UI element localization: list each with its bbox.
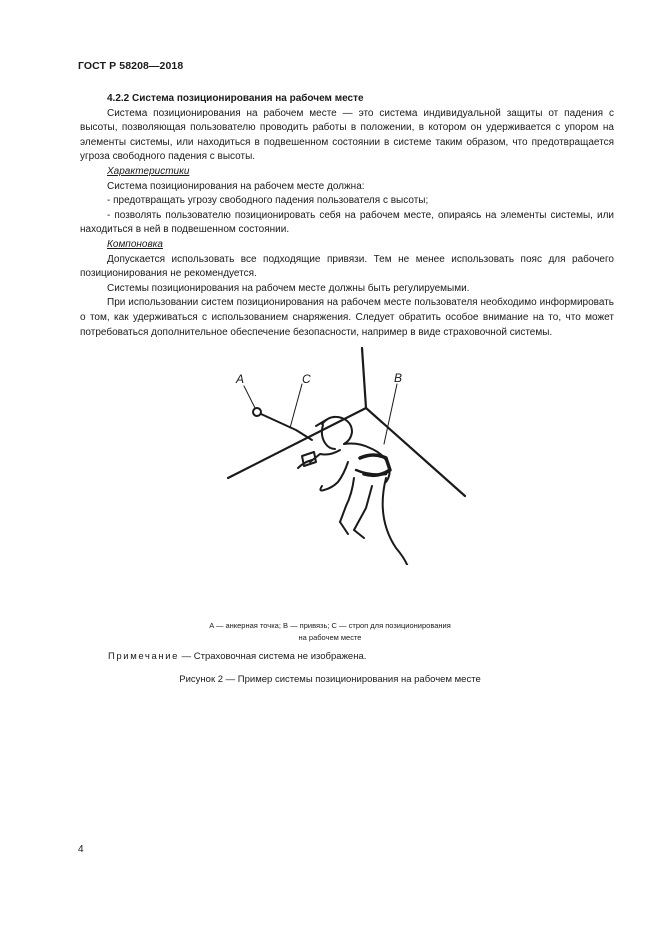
intro-paragraph: Система позиционирования на рабочем месте — это система индивидуальной защиты от падения с высоты, позволяющая пользователю проводить работы в положении, в котором он удерживается с упором на элементы системы, или находиться в подвешенном состоянии в системе таким образом, что предотвращается угроза свободного падения с высоты. <box>80 107 614 163</box>
note-label: Примечание <box>108 651 179 662</box>
layout-paragraph-1: Допускается использовать все подходящие привязи. Тем не менее использовать пояс для рабочего позиционирования не рекомендуется. <box>80 253 614 280</box>
legend-line-2: на рабочем месте <box>298 633 362 642</box>
characteristics-lead: Система позиционирования на рабочем месте должна: <box>107 180 365 192</box>
page-number: 4 <box>78 844 84 855</box>
layout-paragraph-2: Системы позиционирования на рабочем месте должны быть регулируемыми. <box>107 282 470 294</box>
figure-caption: Рисунок 2 — Пример системы позиционирования на рабочем месте <box>179 674 481 685</box>
label-a: A <box>236 372 245 386</box>
wall-right-edge <box>366 408 465 496</box>
label-b: B <box>394 371 403 385</box>
legend-line-1: A — анкерная точка; B — привязь; C — строп для позиционирования <box>209 621 451 630</box>
lanyard-pointer <box>290 384 302 428</box>
figure-legend <box>150 620 510 644</box>
wall-vertical-edge <box>362 348 366 408</box>
characteristics-item-2: - позволять пользователю позиционировать себя на рабочем месте, опираясь на элементы системы, или находиться в ней в подвешенном состоянии. <box>80 209 614 236</box>
note-text: — Страховочная система не изображена. <box>179 651 367 662</box>
layout-title: Компоновка <box>107 238 163 250</box>
positioning-lanyard <box>261 414 312 440</box>
layout-paragraph-3: При использовании систем позиционирования на рабочем месте пользователя необходимо информировать о том, как удерживаться с использованием снаряжения. Следует обратить особое внимание на то, что может потребоваться дополнительное обеспечение безопасности, например в виде страховочной системы. <box>80 297 614 338</box>
positioning-system-figure <box>190 340 480 565</box>
label-c: C <box>302 372 311 386</box>
section-heading: 4.2.2 Система позиционирования на рабочем месте <box>107 93 364 104</box>
anchor-pointer <box>244 386 255 408</box>
document-header: ГОСТ Р 58208—2018 <box>78 60 184 72</box>
section-body <box>80 92 614 340</box>
safety-rope <box>383 478 410 565</box>
figure-note <box>108 651 366 662</box>
characteristics-title: Характеристики <box>107 165 190 177</box>
characteristics-item-1: - предотвращать угрозу свободного падения пользователя с высоты; <box>107 195 429 207</box>
anchor-point <box>253 408 261 416</box>
